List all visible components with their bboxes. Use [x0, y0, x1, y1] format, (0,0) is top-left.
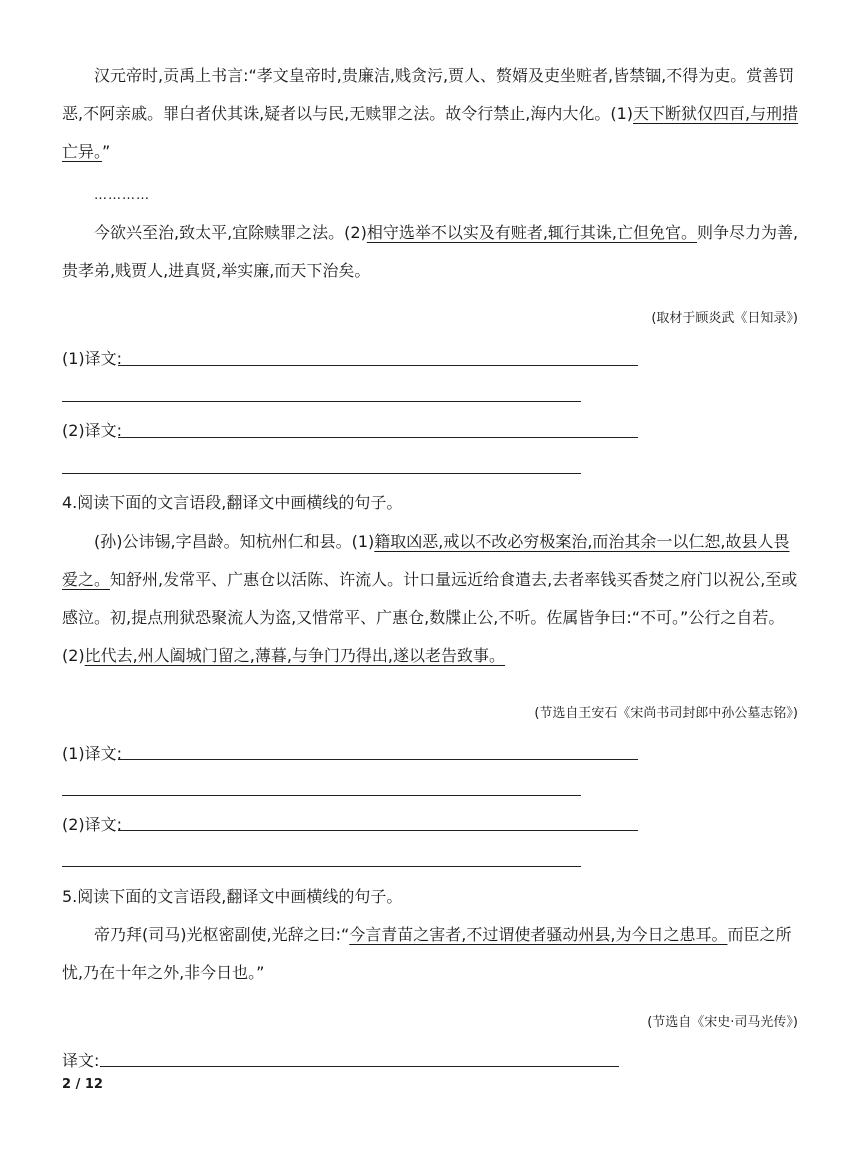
passage3-text: 今欲兴至治,致太平,宜除赎罪之法。(2) [94, 223, 367, 242]
passage3-text: 则争尽力为善,贵孝弟,贱贾人,进真贤,举实廉,而天下治矣。 [62, 223, 799, 280]
answer-blank[interactable] [100, 1066, 619, 1067]
source-citation: (取材于顾炎武《日知录》) [651, 311, 798, 326]
passage-text: 帝乃拜(司马)光枢密副使,光辞之曰:“ [94, 925, 350, 944]
underlined-sentence-1: 天下断狱仅四百,与刑措亡异。 [62, 104, 799, 161]
underlined-sentence: 今言青苗之害者,不过谓使者骚动州县,为今日之患耳。 [349, 925, 728, 944]
answer-blank[interactable] [118, 830, 638, 831]
question-5-passage [62, 916, 802, 992]
question-5-heading: 5.阅读下面的文言语段,翻译文中画横线的句子。 [62, 887, 403, 906]
passage-text: (孙)公讳锡,字昌龄。知杭州仁和县。(1) [94, 532, 375, 551]
answer-label: (1)译文: [62, 349, 123, 368]
underlined-sentence-2: 比代去,州人阖城门留之,薄暮,与争门乃得出,遂以老告致事。 [84, 646, 506, 665]
passage3-paragraph2 [62, 214, 802, 290]
source-citation: (节选自王安石《宋尚书司封郎中孙公墓志铭》) [534, 706, 798, 721]
answer-blank[interactable] [62, 401, 581, 402]
answer-blank[interactable] [118, 759, 638, 760]
answer-blank[interactable] [62, 866, 581, 867]
passage3-text-end: ” [102, 142, 111, 161]
passage3-paragraph1 [62, 57, 802, 171]
underlined-sentence-1: 籍取凶恶,戒以不改必穷极案治,而治其余一以仁恕,故县人畏爱之。 [62, 532, 790, 589]
passage-text: 而臣之所忧,乃在十年之外,非今日也。” [62, 925, 792, 982]
passage3-text: 汉元帝时,贡禹上书言:“孝文皇帝时,贵廉洁,贱贪污,贾人、赘婿及吏坐赃者,皆禁锢,不得为吏。赏善罚恶,不阿亲戚。罪白者伏其诛,疑者以与民,无赎罪之法。故令行禁止,海内大化。(1) [62, 66, 795, 123]
answer-blank[interactable] [118, 437, 638, 438]
underlined-sentence-2: 相守选举不以实及有赃者,辄行其诛,亡但免官。 [366, 223, 698, 242]
question-4-heading: 4.阅读下面的文言语段,翻译文中画横线的句子。 [62, 493, 403, 512]
page-number: 2 / 12 [62, 1077, 103, 1092]
answer-blank[interactable] [62, 795, 581, 796]
source-citation: (节选自《宋史·司马光传》) [647, 1015, 798, 1030]
passage-text: 知舒州,发常平、广惠仓以活陈、许流人。计口量远近给食遣去,去者率钱买香焚之府门以祝公,至或感泣。初,提点刑狱恐聚流人为盗,又惜常平、广惠仓,数牒止公,不听。佐属皆争曰:“不可。”公行之自若。(2) [62, 570, 798, 665]
question-4-passage [62, 523, 802, 675]
answer-label: 译文: [62, 1051, 100, 1070]
answer-label: (1)译文: [62, 744, 123, 763]
ellipsis: ………… [94, 188, 150, 203]
answer-blank[interactable] [118, 365, 638, 366]
answer-blank[interactable] [62, 473, 581, 474]
answer-label: (2)译文: [62, 815, 123, 834]
answer-label: (2)译文: [62, 421, 123, 440]
